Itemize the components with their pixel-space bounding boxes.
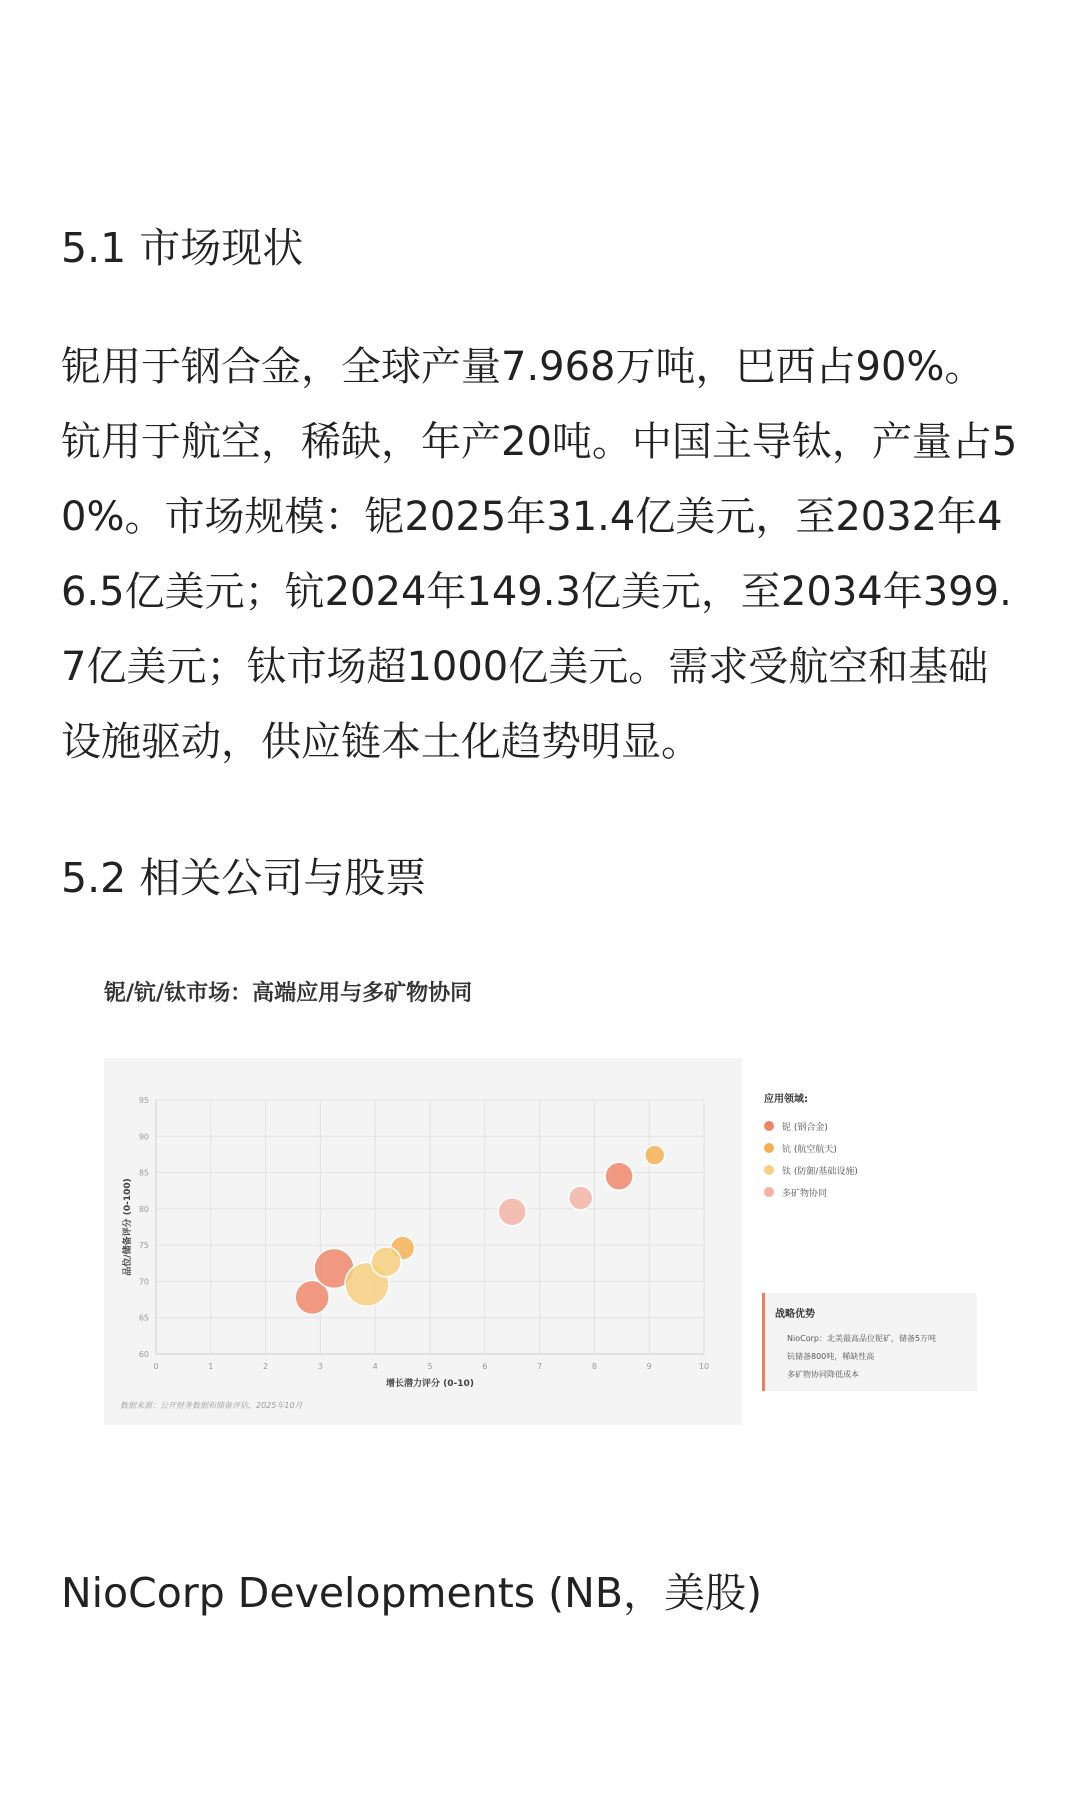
x-tick-label: 9 <box>646 1362 652 1371</box>
legend-item-niobium <box>764 1115 858 1137</box>
y-tick-label: 80 <box>138 1204 149 1214</box>
legend-swatch <box>764 1143 774 1153</box>
x-tick-label: 3 <box>317 1362 323 1371</box>
section-5-1-heading: 5.1 市场现状 <box>61 224 304 272</box>
legend-label: 多矿物协同 <box>782 1188 828 1199</box>
legend-item-titanium <box>764 1159 858 1181</box>
legend-label: 铌 (钢合金) <box>782 1122 828 1133</box>
data-source-note: 数据来源：公开财务数据和储备评估，2025年10月 <box>120 1401 303 1410</box>
advantage-line: 多矿物协同降低成本 <box>787 1370 859 1379</box>
legend-title: 应用领域: <box>764 1094 808 1105</box>
x-tick-label: 4 <box>372 1362 378 1371</box>
x-tick-label: 0 <box>153 1362 159 1371</box>
data-point <box>371 1247 401 1277</box>
advantage-line: NioCorp：北美最高品位铌矿，储备5万吨 <box>787 1334 937 1343</box>
section-5-2-heading: 5.2 相关公司与股票 <box>61 854 427 902</box>
y-tick-label: 90 <box>138 1132 149 1142</box>
advantage-title: 战略优势 <box>775 1309 815 1320</box>
legend-swatch <box>764 1187 774 1197</box>
advantage-line: 钪储备800吨，稀缺性高 <box>787 1352 875 1361</box>
data-point <box>569 1186 593 1210</box>
legend-label: 钪 (航空航天) <box>782 1144 837 1155</box>
y-tick-label: 75 <box>138 1241 149 1251</box>
x-axis-label: 增长潜力评分 (0-10) <box>386 1379 474 1389</box>
legend-swatch <box>764 1121 774 1131</box>
y-tick-label: 60 <box>138 1350 149 1359</box>
x-tick-label: 1 <box>208 1362 214 1371</box>
y-axis-label: 品位/储备评分 (0-100) <box>123 1178 133 1276</box>
legend-item-multi-mineral <box>764 1181 858 1203</box>
chart-title: 铌/钪/钛市场：高端应用与多矿物协同 <box>104 981 473 1006</box>
legend-item-scandium <box>764 1137 858 1159</box>
data-point <box>645 1145 665 1165</box>
legend-label: 钛 (防御/基础设施) <box>782 1166 858 1177</box>
y-tick-label: 95 <box>138 1096 149 1105</box>
legend-swatch <box>764 1165 774 1175</box>
strategic-advantage-box <box>762 1293 977 1391</box>
x-tick-label: 10 <box>698 1362 710 1371</box>
y-tick-label: 65 <box>138 1313 149 1323</box>
y-tick-label: 85 <box>138 1168 149 1178</box>
company-heading: NioCorp Developments (NB，美股) <box>61 1569 762 1617</box>
plot-panel <box>104 1058 742 1425</box>
x-tick-label: 6 <box>482 1362 488 1371</box>
x-tick-label: 8 <box>591 1362 597 1371</box>
data-point <box>498 1198 526 1226</box>
scatter-chart <box>104 1058 742 1425</box>
market-overview-paragraph: 铌用于钢合金，全球产量7.968万吨，巴西占90%。钪用于航空，稀缺，年产20吨。中国主导钛，产量占50%。市场规模：铌2025年31.4亿美元，至2032年46.5亿美元；钪2024年149.3亿美元，至2034年399.7亿美元；钛市场超1000亿美元。需求受航空和基础设施驱动，供应链本土化趋势明显。 <box>61 344 1018 765</box>
x-tick-label: 2 <box>263 1362 269 1371</box>
x-tick-label: 7 <box>537 1362 543 1371</box>
data-point <box>605 1162 633 1190</box>
x-tick-label: 5 <box>427 1362 433 1371</box>
y-tick-label: 70 <box>138 1277 149 1287</box>
chart-legend <box>764 1090 858 1203</box>
